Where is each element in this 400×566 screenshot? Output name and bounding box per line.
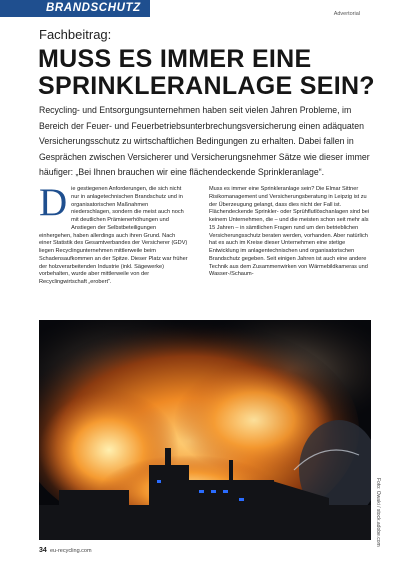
- section-tag: BRANDSCHUTZ: [0, 0, 150, 17]
- body-text-left: ie gestiegenen Anforderungen, die sich nicht nur in anlagetechnischen Brandschutz und in organisatorischen Maßnahmen niederschlagen, sondern die meist auch noch mit deutlichen Prämienerhöhungen und Anstiegen der Selbstbeteiligungen einhergehen, haben allerdings auch ihren Grund. Nach einer Statistik des Gesamtverbandes der Versicherer (GDV) liegen Recyclingunternehmen mittlerweile beim Schadensaufkommen an der Spitze. Dieser Platz war früher der holzverarbeitenden Industrie (inkl. Sägewerke) vorbehalten, wurde aber mittlerweile von der Recyclingwirtschaft „erobert“.: [39, 186, 188, 285]
- advertorial-label: Advertorial: [333, 11, 360, 17]
- page-url: eu-recycling.com: [50, 548, 92, 554]
- body-column-right: [209, 186, 371, 279]
- body-text-right: Muss es immer eine Sprinkleranlage sein? Die Elmar Sittner Risikomanagement und Versicherungsberatung in Leipzig ist zu der Überzeugung gelangt, dass dies nicht der Fall ist. Flächendeckende Sprinkler- oder Sprühflutlöschanlagen sind bei keinem Unternehmen, die – und die meisten schon seit mehr als 15 Jahren – in sämtlichen Fragen rund um den betrieblichen Versicherungsschutz beraten werden, vorhanden. Aber natürlich hat es auch im Kreise dieser Unternehmen eine stetige Entwicklung im anlagentechnischen und organisatorischen Brandschutz gegeben. Seit einigen Jahren ist auch eine andere Technik aus dem Zusammenwirken von Wärmebildkameras und Wasser-/Schaum-: [209, 186, 370, 278]
- body-column-left: [39, 181, 189, 287]
- article-headline: MUSS ES IMMER EINE SPRINKLERANLAGE SEIN?: [38, 45, 375, 100]
- photo-credit: Foto: Owaki / stock.adobe.com: [375, 478, 381, 547]
- fire-illustration: [39, 320, 371, 540]
- page-number: 34: [39, 547, 47, 554]
- article-lead: Recycling- und Entsorgungsunternehmen haben seit vielen Jahren Probleme, im Bereich der Feuer- und Feuerbetriebsunterbrechungsversicherung einen adäquaten Versicherungsschutz zu wirtschaftlichen Bedingungen zu erhalten. Dabei fallen in Gesprächen zwischen Versicherer und Versicherungsnehmer Sätze wie dieser immer häufiger: „Bei Ihnen brauchen wir eine flächendeckende Sprinkleranlage“.: [39, 105, 370, 178]
- article-kicker: Fachbeitrag:: [39, 27, 112, 42]
- fire-photo: [39, 320, 371, 540]
- drop-cap: D: [39, 181, 68, 224]
